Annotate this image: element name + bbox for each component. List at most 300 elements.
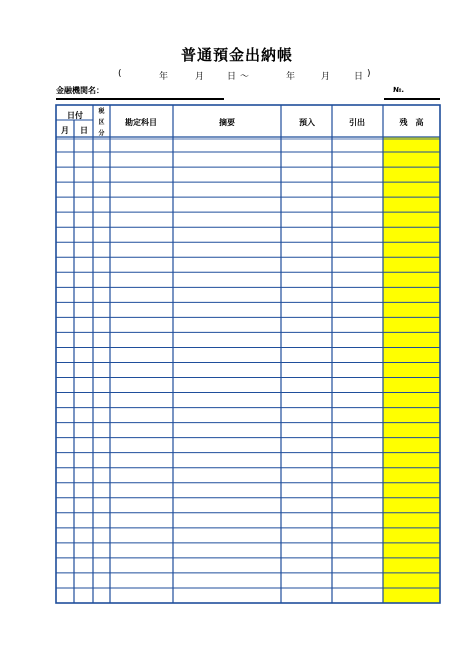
- table-cell[interactable]: [333, 318, 382, 331]
- table-cell[interactable]: [111, 409, 172, 422]
- table-cell[interactable]: [333, 379, 382, 392]
- table-cell[interactable]: [282, 258, 331, 271]
- table-cell[interactable]: [75, 303, 92, 316]
- table-cell[interactable]: [75, 363, 92, 376]
- table-cell[interactable]: [57, 529, 73, 542]
- table-cell[interactable]: [57, 589, 73, 602]
- table-cell[interactable]: [111, 273, 172, 286]
- table-row: [57, 499, 439, 512]
- table-row: [57, 379, 439, 392]
- table-cell[interactable]: [282, 514, 331, 527]
- table-cell[interactable]: [333, 243, 382, 256]
- table-cell[interactable]: [57, 424, 73, 437]
- table-row: [57, 394, 439, 407]
- table-row: [57, 198, 439, 211]
- table-cell[interactable]: [111, 424, 172, 437]
- table-cell[interactable]: [94, 183, 109, 196]
- table-cell[interactable]: [111, 213, 172, 226]
- table-cell[interactable]: [282, 394, 331, 407]
- table-row: [57, 138, 439, 151]
- table-cell[interactable]: [111, 454, 172, 467]
- table-cell[interactable]: [333, 303, 382, 316]
- table-cell[interactable]: [333, 258, 382, 271]
- table-cell[interactable]: [333, 514, 382, 527]
- table-cell[interactable]: [282, 559, 331, 572]
- table-cell[interactable]: [111, 318, 172, 331]
- table-cell[interactable]: [174, 499, 280, 512]
- table-cell[interactable]: [111, 484, 172, 497]
- table-cell[interactable]: [384, 469, 439, 482]
- table-cell[interactable]: [282, 424, 331, 437]
- table-cell[interactable]: [57, 379, 73, 392]
- table-cell[interactable]: [174, 273, 280, 286]
- table-cell[interactable]: [94, 379, 109, 392]
- table-cell[interactable]: [174, 243, 280, 256]
- table-cell[interactable]: [111, 183, 172, 196]
- table-cell[interactable]: [75, 544, 92, 557]
- table-cell[interactable]: [75, 439, 92, 452]
- table-body: [57, 138, 439, 602]
- table-cell[interactable]: [333, 394, 382, 407]
- table-cell[interactable]: [111, 243, 172, 256]
- table-cell[interactable]: [333, 559, 382, 572]
- table-cell[interactable]: [57, 183, 73, 196]
- table-cell[interactable]: [57, 348, 73, 361]
- table-cell[interactable]: [111, 258, 172, 271]
- table-cell[interactable]: [94, 228, 109, 241]
- table-cell[interactable]: [333, 439, 382, 452]
- table-cell[interactable]: [333, 424, 382, 437]
- header-description: 摘要: [219, 118, 235, 127]
- table-cell[interactable]: [75, 138, 92, 151]
- table-cell[interactable]: [111, 333, 172, 346]
- table-cell[interactable]: [384, 318, 439, 331]
- table-cell[interactable]: [384, 544, 439, 557]
- table-cell[interactable]: [174, 529, 280, 542]
- table-cell[interactable]: [282, 183, 331, 196]
- period-month-end: 月: [321, 72, 331, 82]
- table-cell[interactable]: [174, 288, 280, 301]
- table-row: [57, 469, 439, 482]
- table-cell[interactable]: [57, 273, 73, 286]
- table-cell[interactable]: [57, 469, 73, 482]
- table-cell[interactable]: [75, 333, 92, 346]
- table-cell[interactable]: [384, 529, 439, 542]
- table-cell[interactable]: [384, 198, 439, 211]
- table-cell[interactable]: [94, 363, 109, 376]
- table-cell[interactable]: [75, 574, 92, 587]
- table-row: [57, 424, 439, 437]
- table-row: [57, 228, 439, 241]
- table-cell[interactable]: [75, 394, 92, 407]
- table-cell[interactable]: [384, 168, 439, 181]
- table-cell[interactable]: [384, 348, 439, 361]
- table-cell[interactable]: [94, 138, 109, 151]
- table-cell[interactable]: [57, 153, 73, 166]
- table-cell[interactable]: [94, 559, 109, 572]
- table-cell[interactable]: [174, 228, 280, 241]
- table-cell[interactable]: [57, 394, 73, 407]
- table-cell[interactable]: [94, 484, 109, 497]
- table-cell[interactable]: [384, 574, 439, 587]
- table-cell[interactable]: [111, 469, 172, 482]
- table-cell[interactable]: [57, 484, 73, 497]
- table-row: [57, 273, 439, 286]
- table-cell[interactable]: [94, 499, 109, 512]
- table-header: [61, 107, 424, 137]
- table-cell[interactable]: [384, 409, 439, 422]
- table-row: [57, 333, 439, 346]
- table-cell[interactable]: [174, 439, 280, 452]
- table-cell[interactable]: [282, 469, 331, 482]
- period-day-start: 日: [227, 72, 237, 82]
- table-cell[interactable]: [333, 168, 382, 181]
- table-cell[interactable]: [94, 258, 109, 271]
- table-cell[interactable]: [94, 288, 109, 301]
- table-cell[interactable]: [174, 333, 280, 346]
- table-cell[interactable]: [94, 168, 109, 181]
- table-cell[interactable]: [57, 574, 73, 587]
- table-cell[interactable]: [57, 559, 73, 572]
- table-cell[interactable]: [333, 213, 382, 226]
- table-cell[interactable]: [111, 394, 172, 407]
- table-cell[interactable]: [94, 213, 109, 226]
- table-cell[interactable]: [174, 198, 280, 211]
- table-cell[interactable]: [94, 544, 109, 557]
- table-cell[interactable]: [174, 469, 280, 482]
- table-cell[interactable]: [282, 379, 331, 392]
- table-cell[interactable]: [75, 469, 92, 482]
- table-cell[interactable]: [282, 153, 331, 166]
- table-cell[interactable]: [384, 273, 439, 286]
- table-cell[interactable]: [111, 198, 172, 211]
- table-cell[interactable]: [94, 243, 109, 256]
- table-cell[interactable]: [75, 183, 92, 196]
- table-cell[interactable]: [333, 469, 382, 482]
- period-month-start: 月: [195, 72, 205, 82]
- period-tilde: 〜: [240, 72, 250, 82]
- table-cell[interactable]: [174, 348, 280, 361]
- table-cell[interactable]: [111, 574, 172, 587]
- table-cell[interactable]: [75, 213, 92, 226]
- table-cell[interactable]: [282, 288, 331, 301]
- table-cell[interactable]: [57, 213, 73, 226]
- table-cell[interactable]: [75, 529, 92, 542]
- table-cell[interactable]: [333, 544, 382, 557]
- table-row: [57, 258, 439, 271]
- table-cell[interactable]: [282, 589, 331, 602]
- table-cell[interactable]: [57, 499, 73, 512]
- table-cell[interactable]: [333, 529, 382, 542]
- table-cell[interactable]: [94, 469, 109, 482]
- table-cell[interactable]: [282, 228, 331, 241]
- table-cell[interactable]: [384, 183, 439, 196]
- table-cell[interactable]: [384, 454, 439, 467]
- table-cell[interactable]: [111, 153, 172, 166]
- table-cell[interactable]: [75, 484, 92, 497]
- table-cell[interactable]: [111, 303, 172, 316]
- period-year-end: 年: [286, 72, 296, 82]
- table-cell[interactable]: [384, 514, 439, 527]
- table-cell[interactable]: [282, 574, 331, 587]
- header-balance: 残 高: [399, 118, 424, 127]
- table-cell[interactable]: [282, 484, 331, 497]
- table-cell[interactable]: [111, 544, 172, 557]
- table-cell[interactable]: [94, 424, 109, 437]
- table-cell[interactable]: [111, 348, 172, 361]
- table-cell[interactable]: [94, 198, 109, 211]
- table-cell[interactable]: [57, 454, 73, 467]
- table-cell[interactable]: [282, 529, 331, 542]
- table-cell[interactable]: [57, 168, 73, 181]
- table-cell[interactable]: [75, 409, 92, 422]
- table-cell[interactable]: [174, 574, 280, 587]
- page-title: 普通預金出納帳: [180, 46, 293, 64]
- table-cell[interactable]: [174, 424, 280, 437]
- table-cell[interactable]: [111, 288, 172, 301]
- table-cell[interactable]: [282, 318, 331, 331]
- table-cell[interactable]: [282, 273, 331, 286]
- table-cell[interactable]: [384, 589, 439, 602]
- table-cell[interactable]: [174, 379, 280, 392]
- bank-name-label: 金融機関名：: [56, 86, 104, 95]
- table-cell[interactable]: [94, 454, 109, 467]
- table-cell[interactable]: [94, 318, 109, 331]
- table-cell[interactable]: [94, 333, 109, 346]
- table-cell[interactable]: [174, 138, 280, 151]
- table-cell[interactable]: [282, 499, 331, 512]
- table-cell[interactable]: [57, 303, 73, 316]
- table-cell[interactable]: [94, 394, 109, 407]
- table-cell[interactable]: [111, 589, 172, 602]
- table-row: [57, 348, 439, 361]
- table-cell[interactable]: [94, 409, 109, 422]
- table-cell[interactable]: [174, 514, 280, 527]
- table-cell[interactable]: [384, 153, 439, 166]
- table-cell[interactable]: [174, 258, 280, 271]
- table-cell[interactable]: [282, 213, 331, 226]
- table-cell[interactable]: [333, 273, 382, 286]
- table-cell[interactable]: [174, 303, 280, 316]
- table-cell[interactable]: [111, 514, 172, 527]
- table-cell[interactable]: [282, 439, 331, 452]
- table-cell[interactable]: [282, 454, 331, 467]
- table-cell[interactable]: [75, 228, 92, 241]
- table-cell[interactable]: [75, 153, 92, 166]
- table-cell[interactable]: [333, 499, 382, 512]
- table-cell[interactable]: [333, 348, 382, 361]
- table-cell[interactable]: [384, 424, 439, 437]
- table-cell[interactable]: [57, 138, 73, 151]
- table-cell[interactable]: [384, 138, 439, 151]
- table-cell[interactable]: [57, 198, 73, 211]
- table-cell[interactable]: [111, 138, 172, 151]
- table-cell[interactable]: [282, 198, 331, 211]
- header-deposit: 預入: [299, 118, 315, 127]
- table-cell[interactable]: [57, 544, 73, 557]
- table-cell[interactable]: [384, 228, 439, 241]
- table-cell[interactable]: [333, 454, 382, 467]
- table-row: [57, 439, 439, 452]
- table-row: [57, 168, 439, 181]
- table-cell[interactable]: [333, 333, 382, 346]
- table-cell[interactable]: [111, 439, 172, 452]
- table-cell[interactable]: [384, 484, 439, 497]
- table-cell[interactable]: [75, 589, 92, 602]
- table-cell[interactable]: [174, 544, 280, 557]
- table-cell[interactable]: [75, 258, 92, 271]
- header-withdrawal: 引出: [349, 118, 365, 127]
- table-row: [57, 589, 439, 602]
- table-cell[interactable]: [333, 484, 382, 497]
- table-cell[interactable]: [333, 183, 382, 196]
- table-cell[interactable]: [333, 153, 382, 166]
- table-cell[interactable]: [174, 454, 280, 467]
- table-cell[interactable]: [94, 273, 109, 286]
- table-cell[interactable]: [174, 484, 280, 497]
- table-row: [57, 454, 439, 467]
- table-row: [57, 318, 439, 331]
- table-cell[interactable]: [333, 138, 382, 151]
- table-cell[interactable]: [75, 243, 92, 256]
- table-cell[interactable]: [384, 243, 439, 256]
- table-cell[interactable]: [384, 559, 439, 572]
- table-row: [57, 288, 439, 301]
- table-cell[interactable]: [282, 544, 331, 557]
- table-cell[interactable]: [57, 514, 73, 527]
- table-cell[interactable]: [282, 168, 331, 181]
- table-cell[interactable]: [282, 243, 331, 256]
- table-cell[interactable]: [75, 379, 92, 392]
- table-cell[interactable]: [94, 529, 109, 542]
- table-cell[interactable]: [75, 318, 92, 331]
- table-cell[interactable]: [94, 514, 109, 527]
- header-tax-1: 税: [98, 108, 105, 115]
- table-cell[interactable]: [384, 303, 439, 316]
- table-cell[interactable]: [282, 333, 331, 346]
- table-cell[interactable]: [57, 363, 73, 376]
- period-day-end: 日: [354, 72, 364, 82]
- table-cell[interactable]: [111, 499, 172, 512]
- table-cell[interactable]: [384, 333, 439, 346]
- table-cell[interactable]: [57, 439, 73, 452]
- table-cell[interactable]: [174, 409, 280, 422]
- table-cell[interactable]: [174, 394, 280, 407]
- table-cell[interactable]: [94, 153, 109, 166]
- header-account: 勘定科目: [125, 118, 157, 127]
- table-cell[interactable]: [174, 153, 280, 166]
- table-row: [57, 559, 439, 572]
- table-cell[interactable]: [94, 589, 109, 602]
- table-cell[interactable]: [384, 394, 439, 407]
- table-cell[interactable]: [57, 288, 73, 301]
- table-cell[interactable]: [94, 439, 109, 452]
- table-cell[interactable]: [75, 273, 92, 286]
- table-cell[interactable]: [384, 258, 439, 271]
- table-cell[interactable]: [174, 213, 280, 226]
- table-row: [57, 363, 439, 376]
- table-row: [57, 409, 439, 422]
- table-cell[interactable]: [94, 303, 109, 316]
- table-cell[interactable]: [333, 589, 382, 602]
- table-row: [57, 529, 439, 542]
- table-cell[interactable]: [57, 333, 73, 346]
- table-cell[interactable]: [333, 228, 382, 241]
- table-cell[interactable]: [75, 198, 92, 211]
- table-cell[interactable]: [282, 409, 331, 422]
- table-cell[interactable]: [174, 168, 280, 181]
- table-cell[interactable]: [94, 348, 109, 361]
- table-cell[interactable]: [333, 198, 382, 211]
- table-cell[interactable]: [333, 363, 382, 376]
- table-row: [57, 153, 439, 166]
- period-year-start: 年: [159, 72, 169, 82]
- table-cell[interactable]: [174, 589, 280, 602]
- header-tax-3: 分: [98, 130, 105, 137]
- table-cell[interactable]: [174, 318, 280, 331]
- table-cell[interactable]: [57, 318, 73, 331]
- table-cell[interactable]: [384, 213, 439, 226]
- table-cell[interactable]: [282, 363, 331, 376]
- table-cell[interactable]: [111, 228, 172, 241]
- period-open-paren: (: [118, 69, 122, 79]
- header-month: 月: [61, 126, 69, 135]
- table-cell[interactable]: [333, 409, 382, 422]
- table-cell[interactable]: [384, 379, 439, 392]
- table-cell[interactable]: [333, 574, 382, 587]
- table-cell[interactable]: [75, 348, 92, 361]
- table-cell[interactable]: [75, 168, 92, 181]
- table-cell[interactable]: [57, 243, 73, 256]
- table-cell[interactable]: [94, 574, 109, 587]
- table-cell[interactable]: [111, 379, 172, 392]
- table-row: [57, 303, 439, 316]
- table-cell[interactable]: [75, 559, 92, 572]
- number-label: №.: [393, 86, 405, 94]
- table-cell[interactable]: [75, 288, 92, 301]
- table-cell[interactable]: [57, 409, 73, 422]
- table-cell[interactable]: [75, 499, 92, 512]
- table-cell[interactable]: [282, 348, 331, 361]
- table-row: [57, 544, 439, 557]
- table-cell[interactable]: [75, 454, 92, 467]
- table-cell[interactable]: [111, 363, 172, 376]
- table-cell[interactable]: [111, 168, 172, 181]
- table-cell[interactable]: [174, 363, 280, 376]
- table-cell[interactable]: [75, 514, 92, 527]
- table-cell[interactable]: [57, 258, 73, 271]
- table-row: [57, 514, 439, 527]
- table-cell[interactable]: [384, 439, 439, 452]
- table-row: [57, 574, 439, 587]
- table-cell[interactable]: [282, 138, 331, 151]
- table-cell[interactable]: [174, 559, 280, 572]
- table-row: [57, 243, 439, 256]
- table-cell[interactable]: [174, 183, 280, 196]
- table-cell[interactable]: [384, 288, 439, 301]
- header-date: 日付: [67, 111, 83, 120]
- table-cell[interactable]: [57, 228, 73, 241]
- table-cell[interactable]: [333, 288, 382, 301]
- period-close-paren: ): [367, 69, 371, 79]
- table-cell[interactable]: [384, 363, 439, 376]
- header-day: 日: [80, 126, 88, 135]
- table-cell[interactable]: [111, 529, 172, 542]
- table-cell[interactable]: [75, 424, 92, 437]
- table-cell[interactable]: [111, 559, 172, 572]
- table-cell[interactable]: [384, 499, 439, 512]
- table-cell[interactable]: [282, 303, 331, 316]
